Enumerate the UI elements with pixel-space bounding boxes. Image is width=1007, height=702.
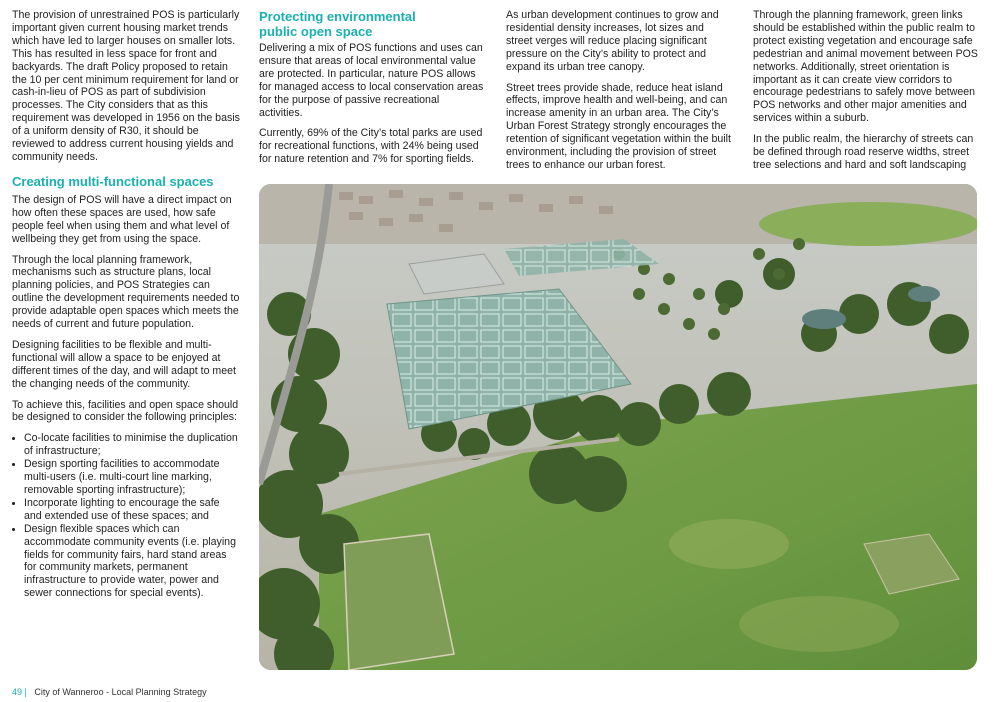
- paragraph-principles-intro: To achieve this, facilities and open space should be designed to consider the following principles:: [12, 398, 239, 424]
- list-item: • Incorporate lighting to encourage the safe and extended use of these spaces; and: [24, 497, 240, 523]
- text-column-4: [753, 9, 979, 180]
- list-item: • Design flexible spaces which can accommodate community events (i.e. playing fields for community fairs, hard stand areas for community markets, permanent infrastructure to provide water, power and sewer connections for special events).: [24, 523, 240, 600]
- page-footer: [12, 687, 207, 697]
- paragraph-planning-framework: Through the local planning framework, mechanisms such as structure plans, local planning policies, and POS Strategies can outline the development requirements needed to provide adaptable open spaces which meets the needs of current and future population.: [12, 253, 240, 331]
- list-item: • Co-locate facilities to minimise the duplication of infrastructure;: [24, 432, 240, 458]
- paragraph-green-links: Through the planning framework, green links should be established within the public realm to protect existing vegetation and encourage safe pedestrian and animal movement between POS networks. Additionally, street orientation is important as it can create view corridors to encourage pedestrians to safely move between POS networks and other major amenities and services within a suburb.: [753, 9, 978, 125]
- heading-multi-functional-spaces: Creating multi-functional spaces: [12, 173, 214, 189]
- paragraph-flexible-facilities: Designing facilities to be flexible and multi-functional will allow a space to be enjoyed at different times of the day, and will adapt to meet the changing needs of the community.: [12, 338, 236, 390]
- text-column-2: [259, 9, 485, 174]
- paragraph-parks-statistics: Currently, 69% of the City’s total parks are used for recreational functions, with 24% being used for nature retention and 7% for sporting fields.: [259, 127, 483, 166]
- paragraph-design-of-pos: The design of POS will have a direct impact on how often these spaces are used, how safe people feel when using them and what level of wellbeing they get from using the space.: [12, 193, 232, 245]
- document-title: City of Wanneroo - Local Planning Strategy: [34, 687, 207, 697]
- paragraph-street-trees: Street trees provide shade, reduce heat island effects, improve health and well-being, and can increase amenity in an urban area. The City’s Urban Forest Strategy strongly encourages the retention of significant vegetation within the built environment, including the provision of street trees to enhance our urban forest.: [506, 81, 731, 171]
- paragraph-urban-development: As urban development continues to grow and residential density increases, lot sizes and street verges will reduce placing significant pressure on the City’s ability to protect and expand its urban tree canopy.: [506, 9, 719, 73]
- paragraph-street-hierarchy: In the public realm, the hierarchy of streets can be defined through road reserve widths, street tree selections and hard and soft landscaping: [753, 133, 974, 171]
- list-item: • Design sporting facilities to accommodate multi-users (i.e. multi-court line marking, removable sporting infrastructure);: [24, 458, 240, 497]
- heading-protecting-environmental-pos: Protecting environmental public open space: [259, 9, 416, 39]
- paragraph-pos-provision: The provision of unrestrained POS is particularly important given current housing market trends which have led to larger houses on smaller lots. This has resulted in less space for front and backyards. The draft Policy proposed to retain the 10 per cent minimum requirement for land or cash-in-lieu of POS as part of subdivision processes. The City considers that as this requirement was developed in 1956 on the basis of a uniform density of R30, it should be reviewed to address current housing yields and community needs.: [12, 9, 240, 163]
- principles-list: [12, 432, 240, 600]
- page-number: 49 |: [12, 687, 27, 697]
- aerial-park-photo: [259, 184, 977, 670]
- paragraph-pos-functions: Delivering a mix of POS functions and uses can ensure that areas of local environmental value are protected. In particular, nature POS allows for managed access to local conservation areas for the purpose of passive recreational activities.: [259, 42, 484, 119]
- text-column-3: [506, 9, 732, 180]
- text-column-1: [12, 9, 240, 600]
